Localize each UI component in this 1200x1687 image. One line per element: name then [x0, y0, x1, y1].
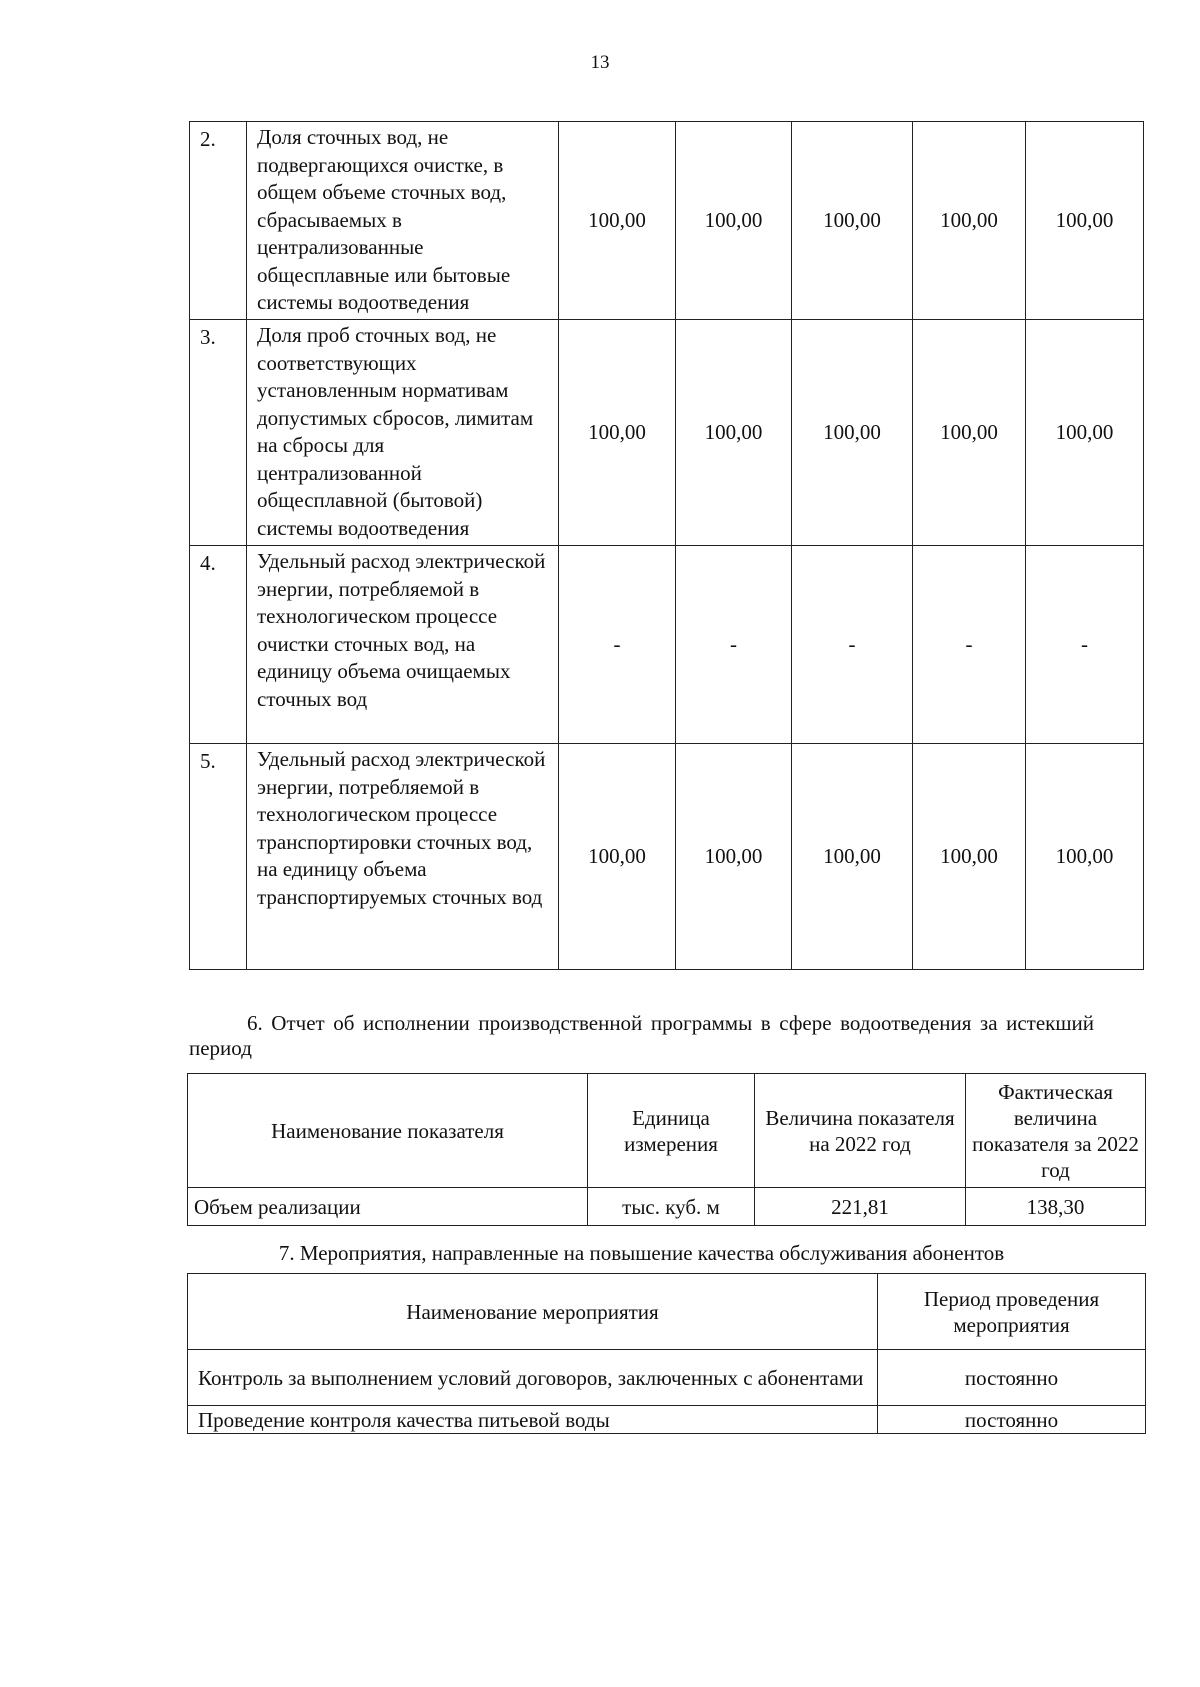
measure-period: постоянно [878, 1406, 1146, 1434]
value-cell: 100,00 [913, 320, 1026, 546]
measure-period: постоянно [878, 1350, 1146, 1406]
indicator-name: Удельный расход электрической энергии, потребляемой в технологическом процессе очистки сточных вод, на единицу объема очищаемых сточных вод [247, 546, 559, 744]
indicator-name: Доля сточных вод, не подвергающихся очистке, в общем объеме сточных вод, сбрасываемых в централизованные общесплавные или бытовые системы водоотведения [247, 122, 559, 320]
measure-name: Проведение контроля качества питьевой воды [188, 1406, 878, 1434]
page-number: 13 [590, 52, 610, 73]
row-number: 4. [190, 546, 247, 744]
value-cell: 100,00 [559, 744, 676, 970]
measures-table [187, 1273, 1146, 1434]
value-cell: 100,00 [913, 744, 1026, 970]
row-number: 2. [190, 122, 247, 320]
table-header-row [188, 1274, 1146, 1350]
column-header: Период проведения мероприятия [878, 1274, 1146, 1350]
column-header: Единица измерения [588, 1074, 755, 1188]
column-header: Фактическая величина показателя за 2022 год [966, 1074, 1146, 1188]
table-header-row [188, 1074, 1146, 1188]
value-cell: 100,00 [792, 320, 913, 546]
unit-cell: тыс. куб. м [588, 1188, 755, 1226]
value-cell: 100,00 [1026, 744, 1144, 970]
indicator-name: Объем реализации [188, 1188, 588, 1226]
value-cell: 100,00 [676, 122, 792, 320]
program-report-table [187, 1073, 1146, 1226]
value-cell: - [913, 546, 1026, 744]
section-6-title: 6. Отчет об исполнении производственной программы в сфере водоотведения за истекший период [189, 1011, 1094, 1060]
table-row [188, 1350, 1146, 1406]
value-cell: 100,00 [792, 744, 913, 970]
row-number: 5. [190, 744, 247, 970]
value-cell: 100,00 [559, 320, 676, 546]
value-cell: 100,00 [792, 122, 913, 320]
table-row [190, 546, 1144, 744]
table-row [188, 1188, 1146, 1226]
value-cell: - [559, 546, 676, 744]
indicators-table [189, 121, 1144, 970]
value-cell: - [792, 546, 913, 744]
column-header: Наименование мероприятия [188, 1274, 878, 1350]
table-row [188, 1406, 1146, 1434]
value-cell: 100,00 [913, 122, 1026, 320]
indicator-name: Удельный расход электрической энергии, потребляемой в технологическом процессе транспортировки сточных вод, на единицу объема транспортируемых сточных вод [247, 744, 559, 970]
value-cell: - [1026, 546, 1144, 744]
row-number: 3. [190, 320, 247, 546]
value-cell: - [676, 546, 792, 744]
value-cell: 100,00 [676, 320, 792, 546]
column-header: Величина показателя на 2022 год [755, 1074, 966, 1188]
value-cell: 100,00 [559, 122, 676, 320]
measure-name: Контроль за выполнением условий договоров, заключенных с абонентами [188, 1350, 878, 1406]
value-cell: 100,00 [676, 744, 792, 970]
indicator-name: Доля проб сточных вод, не соответствующих установленным нормативам допустимых сбросов, лимитам на сбросы для централизованной общесплавной (бытовой) системы водоотведения [247, 320, 559, 546]
actual-value: 138,30 [966, 1188, 1146, 1226]
column-header: Наименование показателя [188, 1074, 588, 1188]
value-cell: 100,00 [1026, 122, 1144, 320]
table-row [190, 122, 1144, 320]
table-row [190, 744, 1144, 970]
section-7-title: 7. Мероприятия, направленные на повышение качества обслуживания абонентов [278, 1241, 1005, 1265]
plan-value: 221,81 [755, 1188, 966, 1226]
table-row [190, 320, 1144, 546]
value-cell: 100,00 [1026, 320, 1144, 546]
